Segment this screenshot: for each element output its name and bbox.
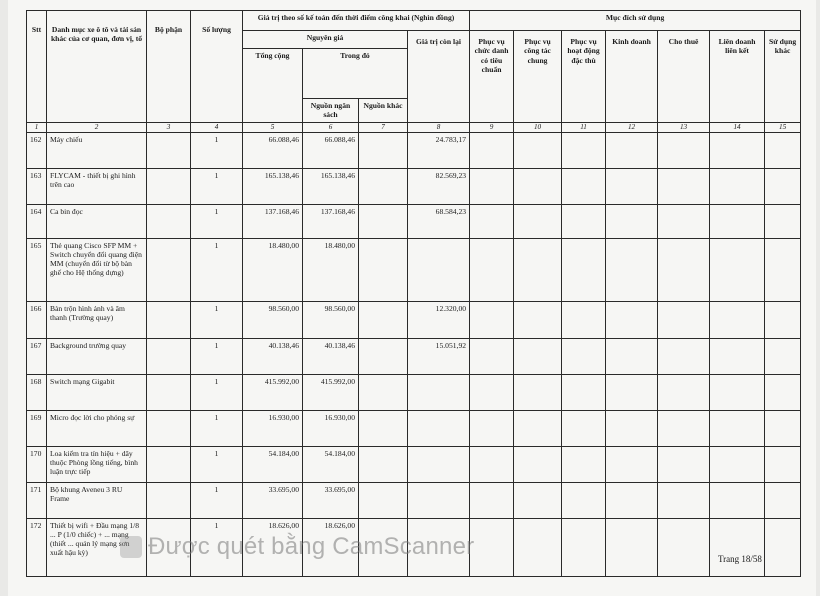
row-chuc-danh (470, 446, 514, 482)
row-remaining-value: 12.320,00 (408, 301, 470, 338)
row-bo-phan (147, 482, 191, 518)
row-cho-thue (658, 301, 710, 338)
row-hoat-dong (562, 238, 606, 301)
row-total: 33.695,00 (243, 482, 303, 518)
row-cong-tac (514, 301, 562, 338)
row-nguon-ngan-sach: 54.184,00 (303, 446, 359, 482)
row-total: 40.138,46 (243, 338, 303, 374)
header-cho-thue: Cho thuê (658, 31, 710, 123)
row-nguon-khac (359, 301, 408, 338)
row-su-dung-khac (765, 482, 801, 518)
row-chuc-danh (470, 518, 514, 576)
row-bo-phan (147, 132, 191, 168)
row-cho-thue (658, 338, 710, 374)
row-chuc-danh (470, 301, 514, 338)
row-remaining-value: 15.051,92 (408, 338, 470, 374)
table-row (27, 374, 801, 410)
header-su-dung-khac: Sử dụng khác (765, 31, 801, 123)
row-name: Switch mạng Gigabit (47, 374, 147, 410)
row-quantity: 1 (191, 446, 243, 482)
row-hoat-dong (562, 204, 606, 238)
row-stt: 169 (27, 410, 47, 446)
camscanner-logo-icon (120, 536, 142, 558)
row-chuc-danh (470, 338, 514, 374)
row-lien-doanh (710, 374, 765, 410)
row-cho-thue (658, 410, 710, 446)
row-remaining-value: 68.584,23 (408, 204, 470, 238)
header-nguon-khac: Nguồn khác (359, 99, 408, 123)
row-total: 415.992,00 (243, 374, 303, 410)
row-cong-tac (514, 518, 562, 576)
row-name: Thẻ quang Cisco SFP MM + Switch chuyển đổi quang điện MM (chuyển đổi từ bộ bàn ghế cho Hệ thống dựng) (47, 238, 147, 301)
row-quantity: 1 (191, 168, 243, 204)
row-cong-tac (514, 238, 562, 301)
column-number: 6 (303, 122, 359, 132)
row-stt: 167 (27, 338, 47, 374)
row-kinh-doanh (606, 482, 658, 518)
row-cong-tac (514, 410, 562, 446)
row-remaining-value: 82.569,23 (408, 168, 470, 204)
row-total: 54.184,00 (243, 446, 303, 482)
header-nguon-ngan-sach: Nguồn ngân sách (303, 99, 359, 123)
header-danh-muc: Danh mục xe ô tô và tài sản khác của cơ quan, đơn vị, tổ (47, 11, 147, 123)
row-nguon-khac (359, 410, 408, 446)
scanner-watermark: Được quét bằng CamScanner (148, 533, 475, 560)
row-hoat-dong (562, 446, 606, 482)
row-cong-tac (514, 374, 562, 410)
row-total: 16.930,00 (243, 410, 303, 446)
row-hoat-dong (562, 301, 606, 338)
row-lien-doanh (710, 204, 765, 238)
row-su-dung-khac (765, 132, 801, 168)
row-cong-tac (514, 168, 562, 204)
row-cho-thue (658, 446, 710, 482)
column-number: 7 (359, 122, 408, 132)
column-number: 5 (243, 122, 303, 132)
row-stt: 168 (27, 374, 47, 410)
row-hoat-dong (562, 518, 606, 576)
row-remaining-value (408, 482, 470, 518)
row-remaining-value (408, 238, 470, 301)
row-name: Máy chiếu (47, 132, 147, 168)
row-nguon-khac (359, 168, 408, 204)
row-quantity: 1 (191, 482, 243, 518)
row-total: 66.088,46 (243, 132, 303, 168)
column-number: 15 (765, 122, 801, 132)
row-nguon-ngan-sach: 415.992,00 (303, 374, 359, 410)
table-row (27, 204, 801, 238)
row-quantity: 1 (191, 338, 243, 374)
row-chuc-danh (470, 410, 514, 446)
row-cong-tac (514, 204, 562, 238)
row-kinh-doanh (606, 132, 658, 168)
column-number: 2 (47, 122, 147, 132)
header-lien-doanh: Liên doanh liên kết (710, 31, 765, 123)
row-name: Thiết bị wifi + Đầu mạng 1/8 ... P (1/0 chiếc) + ... mạng (thiết ... quản lý mạng sơn xuất hậu kỳ) (47, 518, 147, 576)
column-number: 9 (470, 122, 514, 132)
row-cho-thue (658, 518, 710, 576)
row-kinh-doanh (606, 374, 658, 410)
header-trong-do: Trong đó (303, 49, 408, 99)
header-tong-cong: Tổng cộng (243, 49, 303, 123)
row-cong-tac (514, 338, 562, 374)
row-hoat-dong (562, 482, 606, 518)
row-nguon-khac (359, 446, 408, 482)
row-nguon-khac (359, 374, 408, 410)
row-lien-doanh (710, 338, 765, 374)
header-phuc-vu-hoat-dong: Phục vụ hoạt động đặc thù (562, 31, 606, 123)
row-quantity: 1 (191, 204, 243, 238)
row-hoat-dong (562, 410, 606, 446)
column-number: 12 (606, 122, 658, 132)
row-hoat-dong (562, 132, 606, 168)
row-name: Loa kiểm tra tín hiệu + dây thuộc Phòng lồng tiếng, bình luận trực tiếp (47, 446, 147, 482)
row-cho-thue (658, 204, 710, 238)
row-bo-phan (147, 338, 191, 374)
row-lien-doanh (710, 132, 765, 168)
row-chuc-danh (470, 132, 514, 168)
column-number-row (27, 122, 801, 132)
row-quantity: 1 (191, 238, 243, 301)
row-cho-thue (658, 238, 710, 301)
row-cong-tac (514, 482, 562, 518)
header-so-luong: Số lượng (191, 11, 243, 123)
column-number: 4 (191, 122, 243, 132)
column-number: 13 (658, 122, 710, 132)
table-row (27, 338, 801, 374)
row-bo-phan (147, 446, 191, 482)
row-chuc-danh (470, 168, 514, 204)
header-kinh-doanh: Kinh doanh (606, 31, 658, 123)
header-gia-tri-group: Giá trị theo số kế toán đến thời điểm công khai (Nghìn đồng) (243, 11, 470, 31)
row-cho-thue (658, 168, 710, 204)
row-name: Micro đọc lời cho phóng sự (47, 410, 147, 446)
row-hoat-dong (562, 374, 606, 410)
row-quantity: 1 (191, 132, 243, 168)
row-nguon-ngan-sach: 16.930,00 (303, 410, 359, 446)
row-kinh-doanh (606, 446, 658, 482)
row-nguon-khac (359, 132, 408, 168)
row-name: Ca bin đọc (47, 204, 147, 238)
row-remaining-value (408, 410, 470, 446)
table-row (27, 132, 801, 168)
header-gia-tri-con-lai: Giá trị còn lại (408, 31, 470, 123)
row-lien-doanh (710, 301, 765, 338)
row-nguon-ngan-sach: 98.560,00 (303, 301, 359, 338)
column-number: 10 (514, 122, 562, 132)
row-su-dung-khac (765, 338, 801, 374)
row-lien-doanh (710, 446, 765, 482)
header-stt: Stt (27, 11, 47, 123)
row-nguon-ngan-sach: 165.138,46 (303, 168, 359, 204)
row-total: 18.626,00 (243, 518, 303, 576)
row-nguon-ngan-sach: 40.138,46 (303, 338, 359, 374)
row-stt: 172 (27, 518, 47, 576)
row-stt: 166 (27, 301, 47, 338)
row-total: 137.168,46 (243, 204, 303, 238)
row-chuc-danh (470, 204, 514, 238)
row-bo-phan (147, 238, 191, 301)
column-number: 14 (710, 122, 765, 132)
row-nguon-ngan-sach: 137.168,46 (303, 204, 359, 238)
asset-rows (27, 132, 801, 576)
row-remaining-value (408, 374, 470, 410)
row-cho-thue (658, 374, 710, 410)
row-su-dung-khac (765, 518, 801, 576)
row-stt: 165 (27, 238, 47, 301)
row-cong-tac (514, 446, 562, 482)
row-chuc-danh (470, 374, 514, 410)
table-row (27, 482, 801, 518)
row-kinh-doanh (606, 338, 658, 374)
row-su-dung-khac (765, 204, 801, 238)
row-nguon-khac (359, 482, 408, 518)
asset-table (26, 10, 801, 577)
row-kinh-doanh (606, 518, 658, 576)
table-row (27, 446, 801, 482)
column-number: 8 (408, 122, 470, 132)
row-cho-thue (658, 132, 710, 168)
row-nguon-khac (359, 338, 408, 374)
row-stt: 171 (27, 482, 47, 518)
row-name: FLYCAM - thiết bị ghi hình trên cao (47, 168, 147, 204)
row-stt: 162 (27, 132, 47, 168)
row-name: Bộ khung Aveneu 3 RU Frame (47, 482, 147, 518)
scanned-page (8, 0, 816, 596)
page-number: Trang 18/58 (718, 554, 762, 564)
row-chuc-danh (470, 238, 514, 301)
row-stt: 163 (27, 168, 47, 204)
row-nguon-ngan-sach: 66.088,46 (303, 132, 359, 168)
row-quantity: 1 (191, 301, 243, 338)
header-phuc-vu-cong-tac: Phục vụ công tác chung (514, 31, 562, 123)
row-kinh-doanh (606, 238, 658, 301)
row-nguon-khac (359, 238, 408, 301)
row-remaining-value: 24.783,17 (408, 132, 470, 168)
row-bo-phan (147, 168, 191, 204)
row-hoat-dong (562, 338, 606, 374)
header-phuc-vu-chuc-danh: Phục vụ chức danh có tiêu chuẩn (470, 31, 514, 123)
row-lien-doanh (710, 410, 765, 446)
table-row (27, 168, 801, 204)
row-total: 98.560,00 (243, 301, 303, 338)
table-row (27, 301, 801, 338)
row-hoat-dong (562, 168, 606, 204)
row-total: 18.480,00 (243, 238, 303, 301)
header-bo-phan: Bộ phận (147, 11, 191, 123)
row-su-dung-khac (765, 238, 801, 301)
row-nguon-ngan-sach: 33.695,00 (303, 482, 359, 518)
row-su-dung-khac (765, 374, 801, 410)
row-name: Background trường quay (47, 338, 147, 374)
row-chuc-danh (470, 482, 514, 518)
row-lien-doanh (710, 238, 765, 301)
header-muc-dich: Mục đích sử dụng (470, 11, 801, 31)
row-quantity: 1 (191, 518, 243, 576)
row-lien-doanh (710, 168, 765, 204)
table-row (27, 410, 801, 446)
row-quantity: 1 (191, 374, 243, 410)
row-total: 165.138,46 (243, 168, 303, 204)
row-cong-tac (514, 132, 562, 168)
column-number: 3 (147, 122, 191, 132)
row-bo-phan (147, 410, 191, 446)
row-name: Bàn trộn hình ảnh và âm thanh (Trường quay) (47, 301, 147, 338)
column-number: 11 (562, 122, 606, 132)
row-kinh-doanh (606, 410, 658, 446)
row-bo-phan (147, 301, 191, 338)
row-remaining-value (408, 446, 470, 482)
row-bo-phan (147, 204, 191, 238)
row-quantity: 1 (191, 410, 243, 446)
row-lien-doanh (710, 482, 765, 518)
row-nguon-khac (359, 204, 408, 238)
row-su-dung-khac (765, 168, 801, 204)
row-kinh-doanh (606, 168, 658, 204)
row-su-dung-khac (765, 301, 801, 338)
row-kinh-doanh (606, 204, 658, 238)
table-row (27, 238, 801, 301)
row-nguon-ngan-sach: 18.480,00 (303, 238, 359, 301)
row-stt: 164 (27, 204, 47, 238)
row-lien-doanh (710, 518, 765, 576)
row-nguon-ngan-sach: 18.626,00 (303, 518, 359, 576)
row-su-dung-khac (765, 446, 801, 482)
header-nguyen-gia: Nguyên giá (243, 31, 408, 49)
row-cho-thue (658, 482, 710, 518)
row-bo-phan (147, 374, 191, 410)
column-number: 1 (27, 122, 47, 132)
row-su-dung-khac (765, 410, 801, 446)
row-kinh-doanh (606, 301, 658, 338)
row-stt: 170 (27, 446, 47, 482)
